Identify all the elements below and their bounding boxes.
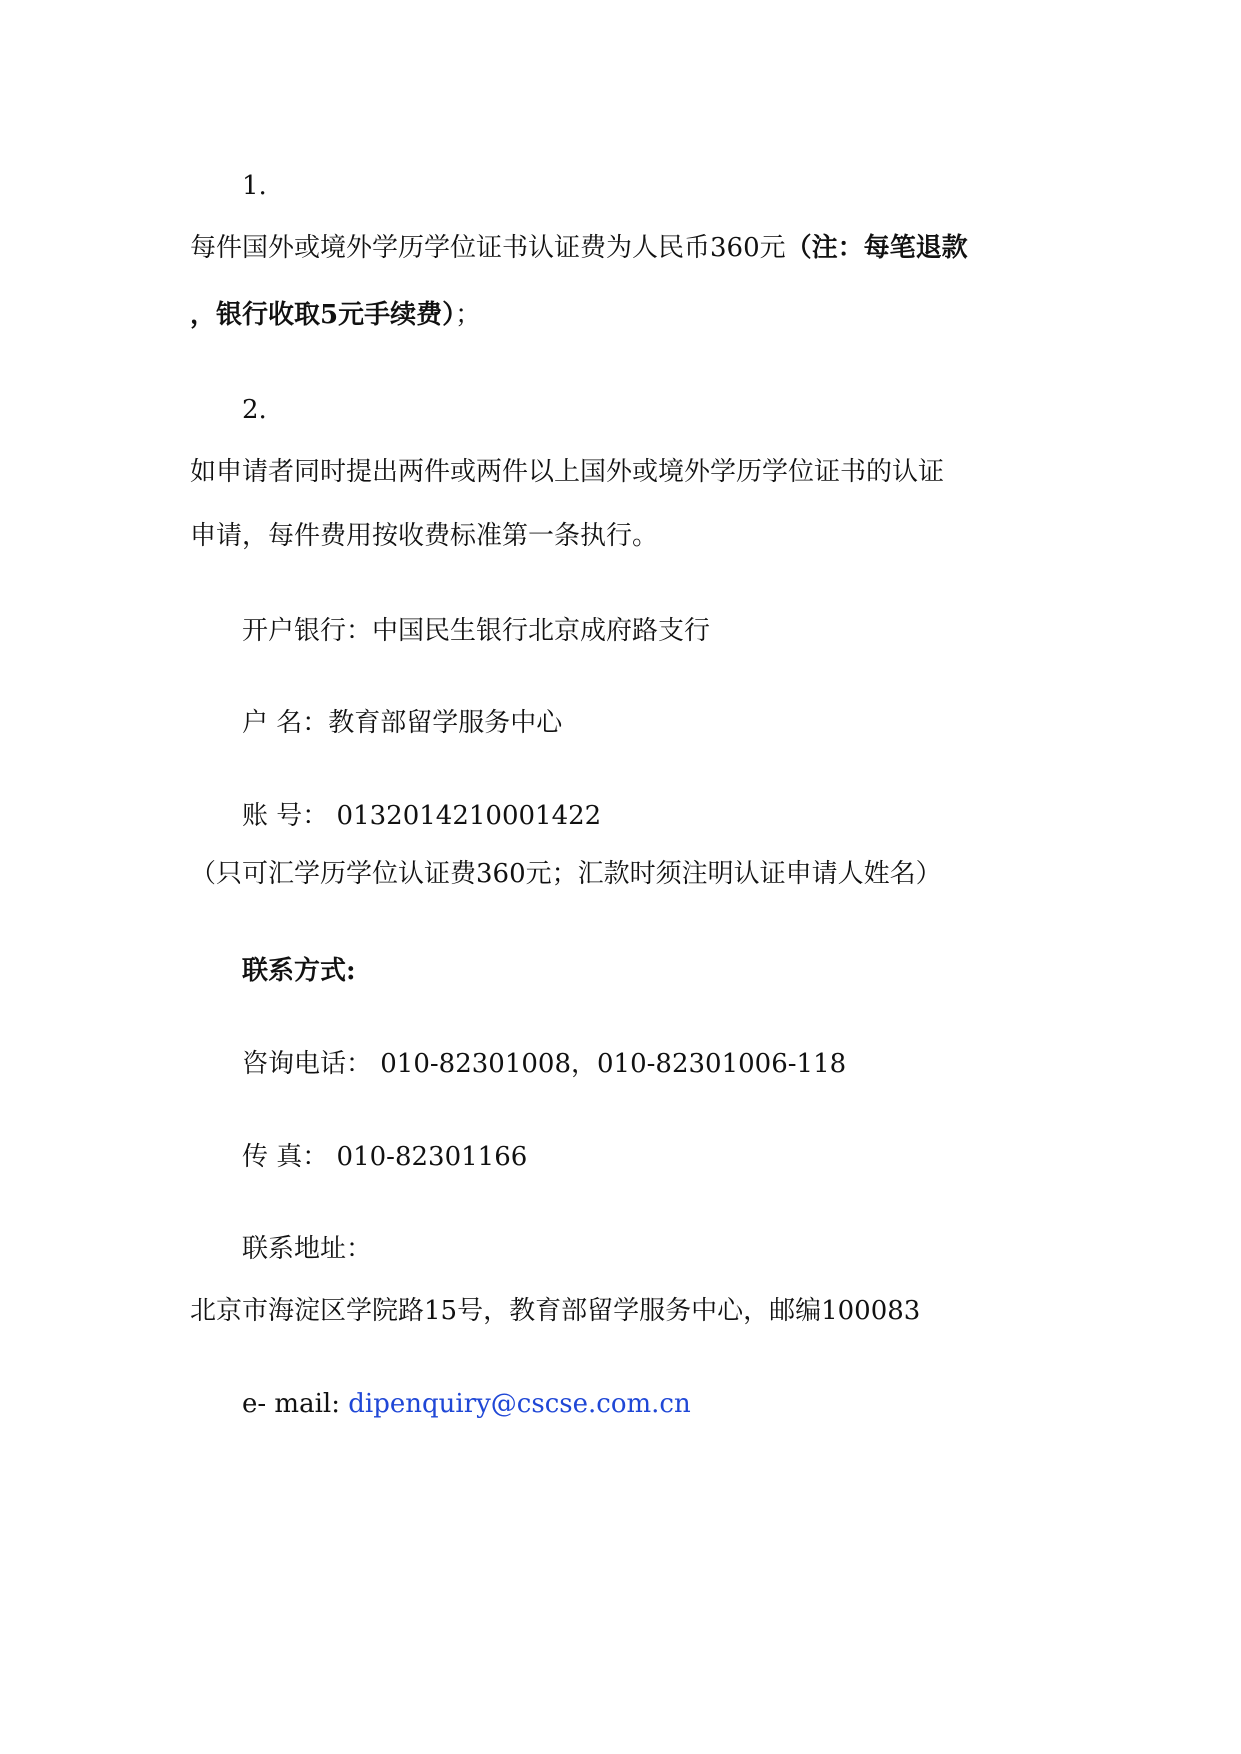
bank-name-line: 开户银行：中国民生银行北京成府路支行 (242, 616, 711, 646)
email-label: e- mail: (242, 1389, 349, 1419)
item-1-fee-text: 每件国外或境外学历学位证书认证费为人民币360元 (190, 233, 786, 263)
address-label: 联系地址： (242, 1234, 373, 1264)
item-1-end-punctuation: ； (455, 300, 482, 330)
item-1-text-line-2 (190, 299, 481, 331)
email-line (242, 1388, 691, 1420)
contact-heading: 联系方式: (242, 956, 356, 986)
address-text: 北京市海淀区学院路15号，教育部留学服务中心，邮编100083 (190, 1296, 921, 1326)
fax-line: 传 真： 010-82301166 (242, 1142, 528, 1172)
item-1-text-line-1 (190, 232, 968, 264)
account-holder-line: 户 名：教育部留学服务中心 (242, 708, 563, 738)
item-2-number: 2. (242, 395, 267, 425)
item-1-refund-note-start: （注：每笔退款 (785, 233, 968, 263)
phone-line: 咨询电话： 010-82301008，010-82301006-118 (242, 1049, 847, 1079)
item-2-text-line-1: 如申请者同时提出两件或两件以上国外或境外学历学位证书的认证 (190, 457, 945, 487)
item-2-text-line-2: 申请，每件费用按收费标准第一条执行。 (190, 521, 659, 551)
account-number-line: 账 号： 0132014210001422 (242, 801, 602, 831)
item-1-number: 1. (242, 171, 267, 201)
email-link[interactable]: dipenquiry@cscse.com.cn (348, 1389, 691, 1419)
item-1-refund-note-end: ，银行收取5元手续费） (190, 300, 456, 330)
remittance-note: （只可汇学历学位认证费360元；汇款时须注明认证申请人姓名） (190, 859, 942, 889)
